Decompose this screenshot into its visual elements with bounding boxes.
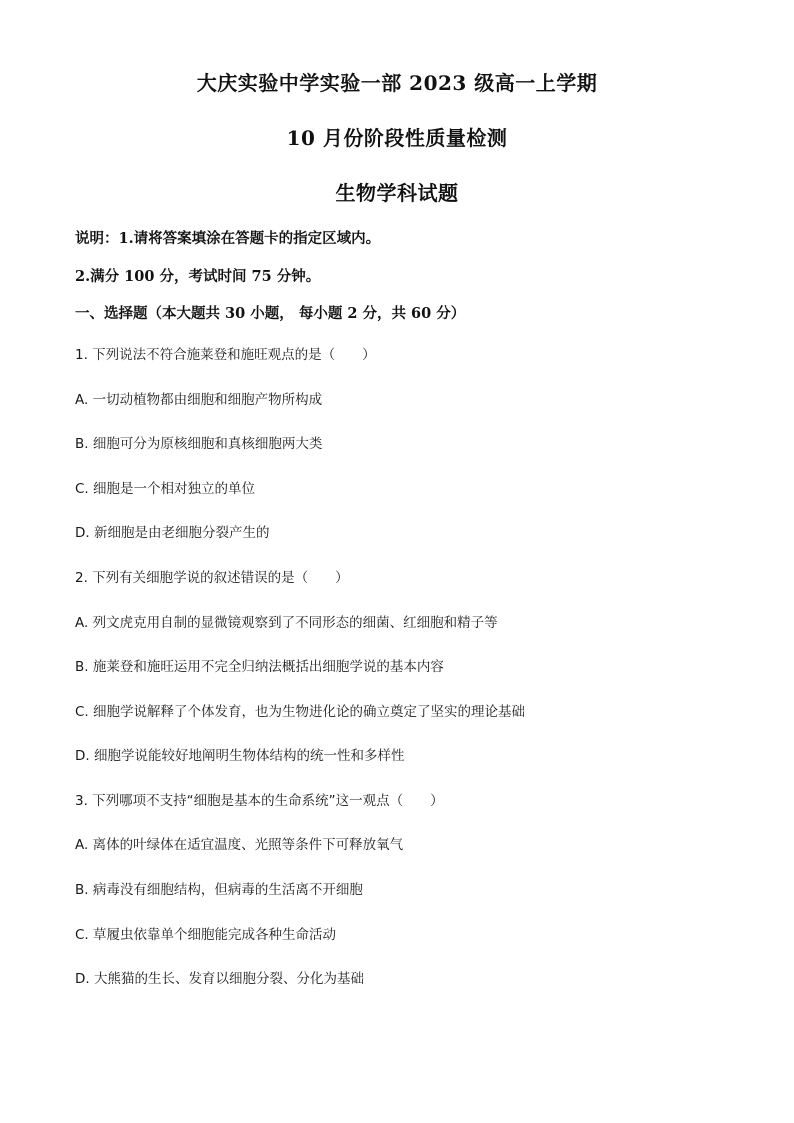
question-3-stem: 3. 下列哪项不支持“细胞是基本的生命系统”这一观点（ ） — [75, 793, 444, 809]
exam-title-line2: 10 月份阶段性质量检测 — [286, 126, 508, 150]
question-3-option-d: D. 大熊猫的生长、发育以细胞分裂、分化为基础 — [75, 971, 364, 987]
question-1-option-b: B. 细胞可分为原核细胞和真核细胞两大类 — [75, 436, 323, 452]
question-1-stem: 1. 下列说法不符合施莱登和施旺观点的是（ ） — [75, 347, 376, 363]
question-2-option-b: B. 施莱登和施旺运用不完全归纳法概括出细胞学说的基本内容 — [75, 659, 444, 675]
question-3-option-a: A. 离体的叶绿体在适宜温度、光照等条件下可释放氧气 — [75, 837, 404, 853]
question-1-option-c: C. 细胞是一个相对独立的单位 — [75, 481, 256, 497]
question-3-option-b: B. 病毒没有细胞结构，但病毒的生活离不开细胞 — [75, 882, 363, 898]
question-1-option-d: D. 新细胞是由老细胞分裂产生的 — [75, 525, 270, 541]
instruction-note-2: 2.满分 100 分，考试时间 75 分钟。 — [75, 268, 321, 285]
question-2-option-d: D. 细胞学说能较好地阐明生物体结构的统一性和多样性 — [75, 748, 405, 764]
question-2-stem: 2. 下列有关细胞学说的叙述错误的是（ ） — [75, 570, 349, 586]
question-2-option-a: A. 列文虎克用自制的显微镜观察到了不同形态的细菌、红细胞和精子等 — [75, 615, 498, 631]
section-heading: 一、选择题（本大题共 30 小题， 每小题 2 分，共 60 分） — [75, 305, 466, 322]
question-3-option-c: C. 草履虫依靠单个细胞能完成各种生命活动 — [75, 927, 337, 943]
exam-title-line1: 大庆实验中学实验一部 2023 级高一上学期 — [196, 71, 598, 95]
instruction-note-1: 说明：1.请将答案填涂在答题卡的指定区域内。 — [75, 230, 381, 247]
exam-title-subject: 生物学科试题 — [335, 181, 459, 205]
question-1-option-a: A. 一切动植物都由细胞和细胞产物所构成 — [75, 392, 323, 408]
question-2-option-c: C. 细胞学说解释了个体发育，也为生物进化论的确立奠定了坚实的理论基础 — [75, 704, 526, 720]
